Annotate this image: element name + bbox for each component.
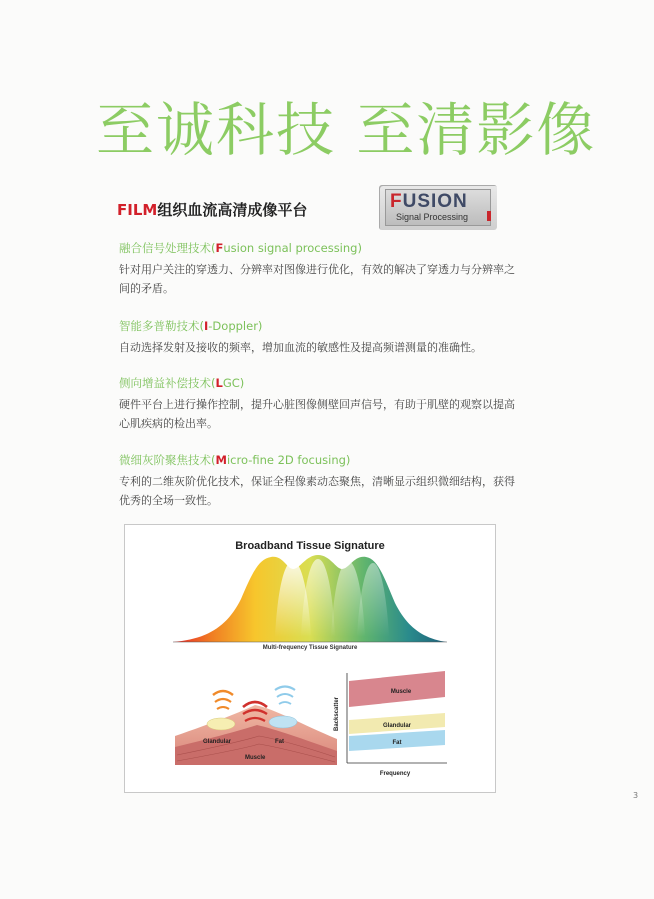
section-microfine	[119, 452, 519, 510]
label-glandular: Glandular	[203, 739, 232, 745]
band-label-fat: Fat	[392, 740, 402, 746]
plot-y-label: Backscatter	[334, 696, 340, 731]
fusion-logo-panel	[385, 189, 491, 226]
section-title-suffix: -Doppler)	[208, 319, 263, 333]
fusion-logo-accent	[487, 211, 491, 221]
platform-title-text: 组织血流高清成像平台	[157, 201, 308, 219]
section-body: 硬件平台上进行操作控制，提升心脏图像侧壁回声信号，有助于肌壁的观察以提高心肌疾病的检出率。	[119, 398, 515, 430]
label-fat: Fat	[275, 739, 284, 745]
headline: 至诚科技 至清影像	[96, 96, 597, 164]
section-body: 自动选择发射及接收的频率，增加血流的敏感性及提高频谱测量的准确性。	[119, 341, 482, 354]
wave-high-3	[279, 702, 291, 704]
section-title-suffix: usion signal processing)	[223, 241, 362, 255]
band-label-glandular: Glandular	[382, 723, 412, 729]
section-title	[119, 240, 519, 256]
section-idoppler	[119, 318, 519, 357]
wave-high-1	[275, 687, 295, 691]
anatomy-illustration	[175, 687, 337, 766]
platform-title-highlight: FILM	[117, 201, 158, 219]
wave-low-3	[217, 707, 229, 709]
wave-low-2	[215, 699, 231, 702]
section-title-mark: L	[215, 376, 223, 390]
section-title-mark: I	[204, 319, 209, 333]
wave-low-1	[213, 691, 233, 695]
label-muscle: Muscle	[245, 755, 266, 761]
section-title-mark: M	[215, 453, 227, 467]
glandular-blob	[207, 718, 235, 730]
platform-title	[117, 199, 307, 220]
section-title-text: 融合信号处理技术(	[119, 241, 216, 255]
section-fusion	[119, 240, 519, 298]
section-title-suffix: GC)	[222, 376, 245, 390]
section-body: 针对用户关注的穿透力、分辨率对图像进行优化，有效的解决了穿透力与分辨率之间的矛盾。	[119, 263, 515, 295]
fusion-logo-word	[390, 191, 468, 213]
band-label-muscle: Muscle	[390, 689, 412, 695]
section-title-text: 侧向增益补偿技术(	[119, 376, 216, 390]
section-title-text: 智能多普勒技术(	[119, 319, 204, 333]
section-title	[119, 375, 519, 391]
fusion-logo-f: F	[390, 191, 403, 212]
figure-title: Broadband Tissue Signature	[235, 540, 385, 552]
section-title-text: 微细灰阶聚焦技术(	[119, 453, 216, 467]
section-body: 专利的二维灰阶优化技术，保证全程像素动态聚焦，清晰显示组织微细结构，获得优秀的全场一致性。	[119, 475, 515, 507]
section-title-mark: F	[215, 241, 224, 255]
section-lgc	[119, 375, 519, 433]
fusion-logo	[379, 185, 497, 230]
page-number: 3	[633, 791, 639, 800]
plot-x-label: Frequency	[379, 771, 411, 777]
figure-graphic	[125, 525, 495, 792]
backscatter-plot	[334, 671, 447, 777]
fat-blob	[269, 716, 297, 728]
section-title	[119, 452, 519, 468]
wave-high-2	[277, 694, 293, 697]
tissue-signature-figure	[124, 524, 496, 793]
spectrum-caption: Multi-frequency Tissue Signature	[262, 645, 358, 651]
fusion-logo-subtitle: Signal Processing	[396, 212, 469, 222]
section-title	[119, 318, 519, 334]
section-title-suffix: icro-fine 2D focusing)	[226, 453, 351, 467]
fusion-logo-word-rest: USION	[402, 191, 468, 212]
